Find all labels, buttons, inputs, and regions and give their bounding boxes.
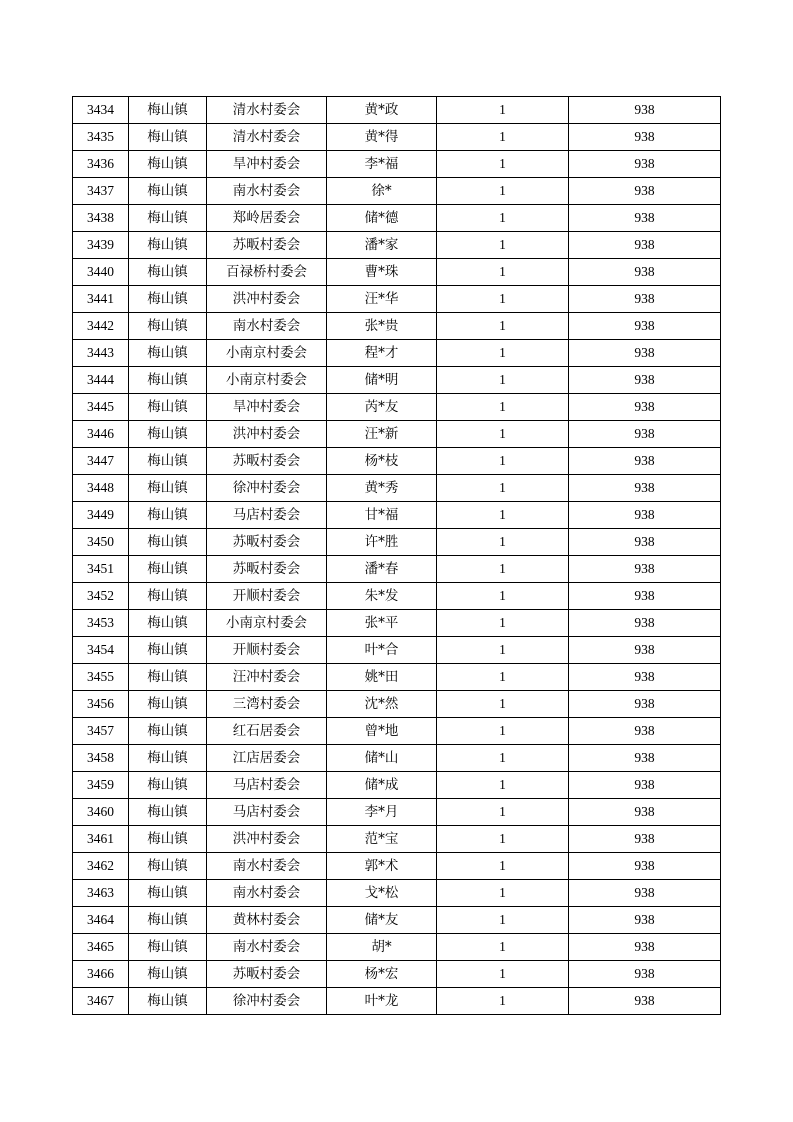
- table-row: [73, 853, 721, 880]
- town-cell: 梅山镇: [129, 988, 207, 1015]
- serial-number-cell: 3454: [73, 637, 129, 664]
- town-cell: 梅山镇: [129, 97, 207, 124]
- table-row: [73, 718, 721, 745]
- town-cell: 梅山镇: [129, 772, 207, 799]
- count-cell: 1: [437, 97, 569, 124]
- committee-cell: 三湾村委会: [207, 691, 327, 718]
- amount-cell: 938: [569, 340, 721, 367]
- committee-cell: 洪冲村委会: [207, 286, 327, 313]
- serial-number-cell: 3459: [73, 772, 129, 799]
- table-row: [73, 232, 721, 259]
- serial-number-cell: 3463: [73, 880, 129, 907]
- amount-cell: 938: [569, 745, 721, 772]
- name-cell: 朱*发: [327, 583, 437, 610]
- town-cell: 梅山镇: [129, 421, 207, 448]
- serial-number-cell: 3438: [73, 205, 129, 232]
- name-cell: 沈*然: [327, 691, 437, 718]
- town-cell: 梅山镇: [129, 664, 207, 691]
- count-cell: 1: [437, 475, 569, 502]
- amount-cell: 938: [569, 502, 721, 529]
- name-cell: 曾*地: [327, 718, 437, 745]
- serial-number-cell: 3442: [73, 313, 129, 340]
- name-cell: 黄*秀: [327, 475, 437, 502]
- name-cell: 张*平: [327, 610, 437, 637]
- count-cell: 1: [437, 664, 569, 691]
- serial-number-cell: 3444: [73, 367, 129, 394]
- table-row: [73, 880, 721, 907]
- table-row: [73, 988, 721, 1015]
- serial-number-cell: 3450: [73, 529, 129, 556]
- town-cell: 梅山镇: [129, 502, 207, 529]
- amount-cell: 938: [569, 259, 721, 286]
- serial-number-cell: 3449: [73, 502, 129, 529]
- count-cell: 1: [437, 853, 569, 880]
- amount-cell: 938: [569, 556, 721, 583]
- town-cell: 梅山镇: [129, 880, 207, 907]
- committee-cell: 苏畈村委会: [207, 529, 327, 556]
- table-row: [73, 934, 721, 961]
- committee-cell: 南水村委会: [207, 880, 327, 907]
- committee-cell: 苏畈村委会: [207, 448, 327, 475]
- serial-number-cell: 3443: [73, 340, 129, 367]
- serial-number-cell: 3434: [73, 97, 129, 124]
- count-cell: 1: [437, 610, 569, 637]
- serial-number-cell: 3451: [73, 556, 129, 583]
- town-cell: 梅山镇: [129, 826, 207, 853]
- count-cell: 1: [437, 151, 569, 178]
- serial-number-cell: 3447: [73, 448, 129, 475]
- table-body: [73, 97, 721, 1015]
- committee-cell: 汪冲村委会: [207, 664, 327, 691]
- table-row: [73, 529, 721, 556]
- count-cell: 1: [437, 988, 569, 1015]
- committee-cell: 开顺村委会: [207, 637, 327, 664]
- count-cell: 1: [437, 313, 569, 340]
- name-cell: 储*德: [327, 205, 437, 232]
- committee-cell: 徐冲村委会: [207, 475, 327, 502]
- name-cell: 汪*新: [327, 421, 437, 448]
- name-cell: 叶*龙: [327, 988, 437, 1015]
- table-row: [73, 259, 721, 286]
- amount-cell: 938: [569, 178, 721, 205]
- serial-number-cell: 3452: [73, 583, 129, 610]
- serial-number-cell: 3453: [73, 610, 129, 637]
- serial-number-cell: 3465: [73, 934, 129, 961]
- committee-cell: 黄林村委会: [207, 907, 327, 934]
- name-cell: 储*明: [327, 367, 437, 394]
- amount-cell: 938: [569, 691, 721, 718]
- count-cell: 1: [437, 421, 569, 448]
- table-row: [73, 745, 721, 772]
- name-cell: 潘*家: [327, 232, 437, 259]
- count-cell: 1: [437, 340, 569, 367]
- count-cell: 1: [437, 286, 569, 313]
- count-cell: 1: [437, 556, 569, 583]
- town-cell: 梅山镇: [129, 448, 207, 475]
- amount-cell: 938: [569, 880, 721, 907]
- town-cell: 梅山镇: [129, 367, 207, 394]
- town-cell: 梅山镇: [129, 691, 207, 718]
- serial-number-cell: 3466: [73, 961, 129, 988]
- name-cell: 黄*政: [327, 97, 437, 124]
- table-row: [73, 340, 721, 367]
- count-cell: 1: [437, 124, 569, 151]
- count-cell: 1: [437, 529, 569, 556]
- table-row: [73, 691, 721, 718]
- count-cell: 1: [437, 745, 569, 772]
- count-cell: 1: [437, 799, 569, 826]
- town-cell: 梅山镇: [129, 394, 207, 421]
- count-cell: 1: [437, 394, 569, 421]
- name-cell: 甘*福: [327, 502, 437, 529]
- committee-cell: 旱冲村委会: [207, 151, 327, 178]
- serial-number-cell: 3436: [73, 151, 129, 178]
- table-row: [73, 448, 721, 475]
- committee-cell: 马店村委会: [207, 772, 327, 799]
- table-row: [73, 961, 721, 988]
- serial-number-cell: 3448: [73, 475, 129, 502]
- committee-cell: 旱冲村委会: [207, 394, 327, 421]
- amount-cell: 938: [569, 97, 721, 124]
- serial-number-cell: 3461: [73, 826, 129, 853]
- count-cell: 1: [437, 205, 569, 232]
- amount-cell: 938: [569, 610, 721, 637]
- serial-number-cell: 3441: [73, 286, 129, 313]
- town-cell: 梅山镇: [129, 583, 207, 610]
- count-cell: 1: [437, 367, 569, 394]
- committee-cell: 苏畈村委会: [207, 556, 327, 583]
- serial-number-cell: 3435: [73, 124, 129, 151]
- table-row: [73, 826, 721, 853]
- committee-cell: 小南京村委会: [207, 610, 327, 637]
- town-cell: 梅山镇: [129, 556, 207, 583]
- amount-cell: 938: [569, 313, 721, 340]
- committee-cell: 洪冲村委会: [207, 421, 327, 448]
- name-cell: 芮*友: [327, 394, 437, 421]
- count-cell: 1: [437, 934, 569, 961]
- amount-cell: 938: [569, 394, 721, 421]
- serial-number-cell: 3467: [73, 988, 129, 1015]
- amount-cell: 938: [569, 448, 721, 475]
- data-table: [72, 96, 721, 1015]
- committee-cell: 苏畈村委会: [207, 961, 327, 988]
- amount-cell: 938: [569, 232, 721, 259]
- table-row: [73, 421, 721, 448]
- table-row: [73, 637, 721, 664]
- count-cell: 1: [437, 961, 569, 988]
- committee-cell: 百禄桥村委会: [207, 259, 327, 286]
- town-cell: 梅山镇: [129, 799, 207, 826]
- name-cell: 杨*枝: [327, 448, 437, 475]
- table-row: [73, 97, 721, 124]
- town-cell: 梅山镇: [129, 205, 207, 232]
- serial-number-cell: 3440: [73, 259, 129, 286]
- count-cell: 1: [437, 637, 569, 664]
- table-row: [73, 151, 721, 178]
- town-cell: 梅山镇: [129, 934, 207, 961]
- count-cell: 1: [437, 718, 569, 745]
- name-cell: 储*成: [327, 772, 437, 799]
- name-cell: 储*友: [327, 907, 437, 934]
- town-cell: 梅山镇: [129, 340, 207, 367]
- committee-cell: 小南京村委会: [207, 367, 327, 394]
- serial-number-cell: 3455: [73, 664, 129, 691]
- serial-number-cell: 3437: [73, 178, 129, 205]
- amount-cell: 938: [569, 421, 721, 448]
- table-row: [73, 205, 721, 232]
- name-cell: 黄*得: [327, 124, 437, 151]
- committee-cell: 南水村委会: [207, 853, 327, 880]
- committee-cell: 马店村委会: [207, 799, 327, 826]
- table-row: [73, 475, 721, 502]
- name-cell: 范*宝: [327, 826, 437, 853]
- committee-cell: 清水村委会: [207, 97, 327, 124]
- amount-cell: 938: [569, 718, 721, 745]
- town-cell: 梅山镇: [129, 610, 207, 637]
- amount-cell: 938: [569, 772, 721, 799]
- count-cell: 1: [437, 583, 569, 610]
- serial-number-cell: 3464: [73, 907, 129, 934]
- amount-cell: 938: [569, 529, 721, 556]
- committee-cell: 红石居委会: [207, 718, 327, 745]
- town-cell: 梅山镇: [129, 475, 207, 502]
- serial-number-cell: 3445: [73, 394, 129, 421]
- committee-cell: 南水村委会: [207, 313, 327, 340]
- town-cell: 梅山镇: [129, 178, 207, 205]
- amount-cell: 938: [569, 205, 721, 232]
- count-cell: 1: [437, 826, 569, 853]
- table-row: [73, 772, 721, 799]
- name-cell: 曹*珠: [327, 259, 437, 286]
- amount-cell: 938: [569, 286, 721, 313]
- serial-number-cell: 3458: [73, 745, 129, 772]
- serial-number-cell: 3439: [73, 232, 129, 259]
- amount-cell: 938: [569, 637, 721, 664]
- serial-number-cell: 3460: [73, 799, 129, 826]
- count-cell: 1: [437, 259, 569, 286]
- count-cell: 1: [437, 178, 569, 205]
- town-cell: 梅山镇: [129, 961, 207, 988]
- name-cell: 李*福: [327, 151, 437, 178]
- serial-number-cell: 3462: [73, 853, 129, 880]
- amount-cell: 938: [569, 853, 721, 880]
- town-cell: 梅山镇: [129, 259, 207, 286]
- name-cell: 戈*松: [327, 880, 437, 907]
- committee-cell: 清水村委会: [207, 124, 327, 151]
- count-cell: 1: [437, 907, 569, 934]
- committee-cell: 马店村委会: [207, 502, 327, 529]
- table-row: [73, 124, 721, 151]
- count-cell: 1: [437, 691, 569, 718]
- town-cell: 梅山镇: [129, 286, 207, 313]
- count-cell: 1: [437, 502, 569, 529]
- table-row: [73, 286, 721, 313]
- table-row: [73, 610, 721, 637]
- table-row: [73, 664, 721, 691]
- committee-cell: 徐冲村委会: [207, 988, 327, 1015]
- town-cell: 梅山镇: [129, 718, 207, 745]
- table-row: [73, 178, 721, 205]
- town-cell: 梅山镇: [129, 124, 207, 151]
- serial-number-cell: 3457: [73, 718, 129, 745]
- committee-cell: 南水村委会: [207, 178, 327, 205]
- count-cell: 1: [437, 232, 569, 259]
- committee-cell: 苏畈村委会: [207, 232, 327, 259]
- amount-cell: 938: [569, 367, 721, 394]
- name-cell: 姚*田: [327, 664, 437, 691]
- table-row: [73, 556, 721, 583]
- committee-cell: 江店居委会: [207, 745, 327, 772]
- name-cell: 杨*宏: [327, 961, 437, 988]
- count-cell: 1: [437, 772, 569, 799]
- committee-cell: 开顺村委会: [207, 583, 327, 610]
- amount-cell: 938: [569, 934, 721, 961]
- name-cell: 汪*华: [327, 286, 437, 313]
- table-row: [73, 799, 721, 826]
- amount-cell: 938: [569, 826, 721, 853]
- town-cell: 梅山镇: [129, 637, 207, 664]
- town-cell: 梅山镇: [129, 529, 207, 556]
- town-cell: 梅山镇: [129, 232, 207, 259]
- name-cell: 许*胜: [327, 529, 437, 556]
- table-row: [73, 313, 721, 340]
- committee-cell: 南水村委会: [207, 934, 327, 961]
- table-row: [73, 907, 721, 934]
- table-row: [73, 394, 721, 421]
- town-cell: 梅山镇: [129, 745, 207, 772]
- table-row: [73, 583, 721, 610]
- amount-cell: 938: [569, 961, 721, 988]
- town-cell: 梅山镇: [129, 151, 207, 178]
- amount-cell: 938: [569, 799, 721, 826]
- town-cell: 梅山镇: [129, 907, 207, 934]
- name-cell: 徐*: [327, 178, 437, 205]
- name-cell: 张*贵: [327, 313, 437, 340]
- amount-cell: 938: [569, 124, 721, 151]
- committee-cell: 小南京村委会: [207, 340, 327, 367]
- name-cell: 叶*合: [327, 637, 437, 664]
- serial-number-cell: 3456: [73, 691, 129, 718]
- name-cell: 胡*: [327, 934, 437, 961]
- name-cell: 郭*术: [327, 853, 437, 880]
- amount-cell: 938: [569, 151, 721, 178]
- amount-cell: 938: [569, 475, 721, 502]
- committee-cell: 郑岭居委会: [207, 205, 327, 232]
- serial-number-cell: 3446: [73, 421, 129, 448]
- count-cell: 1: [437, 448, 569, 475]
- name-cell: 储*山: [327, 745, 437, 772]
- amount-cell: 938: [569, 907, 721, 934]
- count-cell: 1: [437, 880, 569, 907]
- town-cell: 梅山镇: [129, 853, 207, 880]
- committee-cell: 洪冲村委会: [207, 826, 327, 853]
- amount-cell: 938: [569, 583, 721, 610]
- name-cell: 李*月: [327, 799, 437, 826]
- town-cell: 梅山镇: [129, 313, 207, 340]
- name-cell: 潘*春: [327, 556, 437, 583]
- amount-cell: 938: [569, 988, 721, 1015]
- table-row: [73, 502, 721, 529]
- table-row: [73, 367, 721, 394]
- name-cell: 程*才: [327, 340, 437, 367]
- amount-cell: 938: [569, 664, 721, 691]
